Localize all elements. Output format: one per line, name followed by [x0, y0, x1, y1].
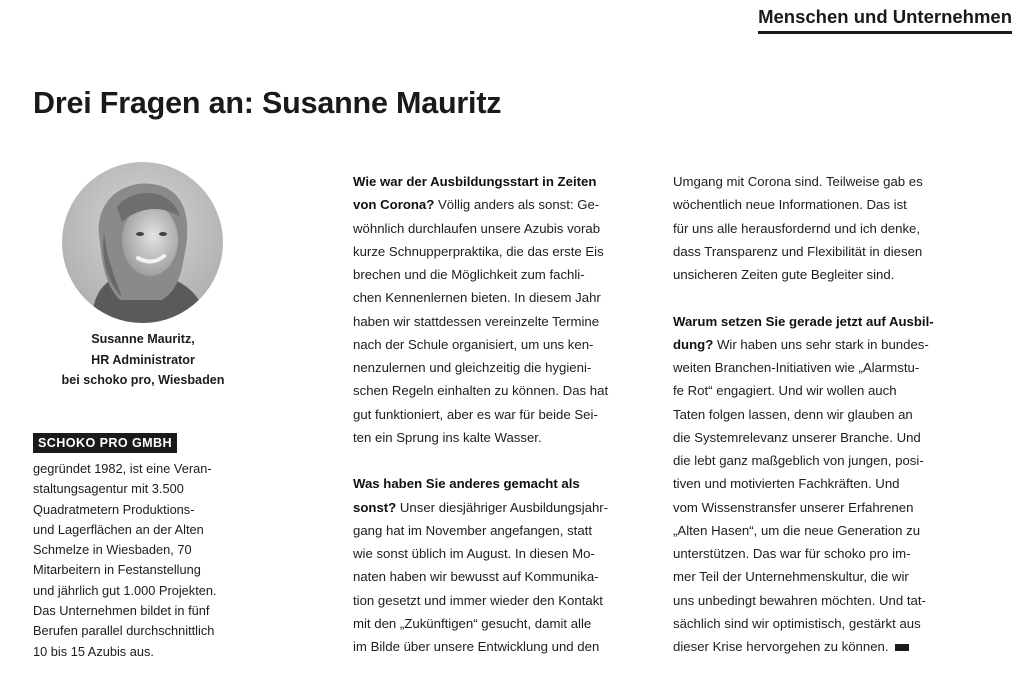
section-header: Menschen und Unternehmen: [758, 6, 1012, 34]
answer-text: Wir haben uns sehr stark in bundes-: [713, 336, 929, 352]
question-text: von Corona?: [353, 197, 435, 213]
answer-text: wöhnlich durchlaufen unsere Azubis vorab: [353, 220, 601, 236]
article-line: [673, 263, 983, 286]
company-description-line: staltungsagentur mit 3.500: [33, 481, 184, 497]
answer-text: kurze Schnupperpraktika, die das erste Eis: [353, 243, 604, 259]
article-line: [673, 240, 983, 263]
question-text: Warum setzen Sie gerade jetzt auf Ausbil-: [673, 313, 934, 329]
company-description: [33, 459, 273, 662]
answer-text: tiven und motivierten Fachkräften. Und: [673, 476, 900, 492]
answer-text: mer Teil der Unternehmenskultur, die wir: [673, 569, 909, 585]
article-line: [673, 403, 983, 426]
caption-role: HR Administrator: [91, 352, 195, 367]
company-label: SCHOKO PRO GMBH: [33, 433, 177, 453]
article-line: [353, 240, 653, 263]
answer-text: haben wir stattdessen vereinzelte Termine: [353, 313, 600, 329]
article-line: [353, 310, 653, 333]
answer-text: dieser Krise hervorgehen zu können.: [673, 639, 889, 654]
answer-text: gang hat im November angefangen, statt: [353, 522, 592, 538]
answer-text: „Alten Hasen“, um die neue Generation zu: [673, 522, 921, 538]
article-line: [673, 333, 983, 356]
answer-text: sächlich sind wir optimistisch, gestärkt aus: [673, 615, 921, 631]
portrait-caption: [33, 329, 253, 391]
answer-text: die lebt ganz maßgeblich von jungen, posi-: [673, 453, 924, 468]
company-description-line: und jährlich gut 1.000 Projekten.: [33, 582, 217, 598]
answer-text: weiten Branchen-Initiativen wie „Alarmstu-: [673, 360, 920, 375]
answer-text: vom Wissenstransfer unserer Erfahrenen: [673, 499, 914, 515]
company-description-line: Mitarbeitern in Festanstellung: [33, 562, 201, 578]
article-line: [353, 472, 653, 495]
article-line: [353, 496, 653, 519]
paragraph-gap: [673, 286, 983, 309]
answer-text: für uns alle herausfordernd und ich denke,: [673, 220, 921, 236]
article-line: [673, 542, 983, 565]
article-line: [353, 589, 653, 612]
article-line: [353, 519, 653, 542]
paragraph-gap: [353, 449, 653, 472]
article-line: [353, 286, 653, 309]
article-line: [673, 635, 983, 658]
question-text: Was haben Sie anderes gemacht als: [353, 476, 580, 492]
answer-text: schen Regeln einhalten zu können. Das hat: [353, 383, 609, 399]
article-line: [673, 612, 983, 635]
answer-text: chen Kennenlernen bieten. In diesem Jahr: [353, 290, 601, 306]
question-text: dung?: [673, 336, 714, 352]
article-line: [673, 193, 983, 216]
article-line: [353, 356, 653, 379]
answer-text: mit den „Zukünftigen“ gesucht, damit alle: [353, 615, 592, 631]
portrait-image: [62, 162, 223, 323]
article-line: [353, 612, 653, 635]
answer-text: wie sonst üblich im August. In diesen Mo-: [353, 546, 595, 561]
answer-text: ten ein Sprung ins kalte Wasser.: [353, 429, 542, 445]
caption-company: bei schoko pro, Wiesbaden: [61, 373, 225, 387]
question-text: Wie war der Ausbildungsstart in Zeiten: [353, 174, 597, 189]
article-line: [673, 310, 983, 333]
answer-text: Unser diesjähriger Ausbildungsjahr-: [396, 499, 609, 515]
company-description-line: 10 bis 15 Azubis aus.: [33, 643, 154, 659]
portrait-photo: [62, 162, 223, 323]
answer-text: gut funktioniert, aber es war für beide Sei-: [353, 406, 598, 422]
answer-text: unterstützen. Das war für schoko pro im-: [673, 546, 911, 561]
article-line: [673, 519, 983, 542]
article-line: [673, 589, 983, 612]
answer-text: Völlig anders als sonst: Ge-: [434, 197, 600, 213]
article-line: [673, 356, 983, 379]
article-line: [673, 565, 983, 588]
article-line: [673, 496, 983, 519]
article-line: [353, 403, 653, 426]
article-line: [353, 217, 653, 240]
company-description-line: Schmelze in Wiesbaden, 70: [33, 542, 192, 558]
question-text: sonst?: [353, 499, 397, 515]
caption-name: Susanne Mauritz,: [91, 332, 195, 346]
answer-text: Taten folgen lassen, denn wir glauben an: [673, 406, 913, 422]
answer-text: die Systemrelevanz unserer Branche. Und: [673, 429, 921, 445]
page-title: Drei Fragen an: Susanne Mauritz: [33, 86, 502, 120]
answer-text: nenzulernen und gleichzeitig die hygieni-: [353, 360, 592, 375]
article-line: [673, 379, 983, 402]
article-column-2: [673, 170, 983, 658]
answer-text: unsicheren Zeiten gute Begleiter sind.: [673, 267, 895, 282]
end-of-article-mark: [895, 644, 909, 651]
article-line: [673, 426, 983, 449]
answer-text: wöchentlich neue Informationen. Das ist: [673, 197, 907, 213]
answer-text: im Bilde über unsere Entwicklung und den: [353, 639, 600, 654]
answer-text: dass Transparenz und Flexibilität in diesen: [673, 243, 923, 259]
company-description-line: und Lagerflächen an der Alten: [33, 521, 204, 537]
article-line: [353, 333, 653, 356]
article-line: [353, 379, 653, 402]
answer-text: brechen und die Möglichkeit zum fachli-: [353, 267, 585, 282]
article-line: [673, 217, 983, 240]
article-line: [673, 449, 983, 472]
article-column-1: [353, 170, 653, 658]
article-line: [353, 565, 653, 588]
article-line: [353, 193, 653, 216]
answer-text: tion gesetzt und immer wieder den Kontakt: [353, 592, 603, 608]
article-line: [673, 170, 983, 193]
answer-text: fe Rot“ engagiert. Und wir wollen auch: [673, 383, 897, 399]
company-description-line: Quadratmetern Produktions-: [33, 501, 195, 517]
company-description-line: Berufen parallel durchschnittlich: [33, 623, 215, 639]
company-description-line: gegründet 1982, ist eine Veran-: [33, 461, 212, 476]
article-line: [673, 472, 983, 495]
article-line: [353, 426, 653, 449]
company-description-line: Das Unternehmen bildet in fünf: [33, 603, 210, 619]
article-line: [353, 263, 653, 286]
answer-text: naten haben wir bewusst auf Kommunika-: [353, 569, 599, 585]
answer-text: uns unbedingt bewahren möchten. Und tat-: [673, 592, 926, 608]
article-line: [353, 170, 653, 193]
answer-text: Umgang mit Corona sind. Teilweise gab es: [673, 174, 923, 189]
article-line: [353, 542, 653, 565]
answer-text: nach der Schule organisiert, um uns ken-: [353, 336, 594, 352]
article-line: [353, 635, 653, 658]
